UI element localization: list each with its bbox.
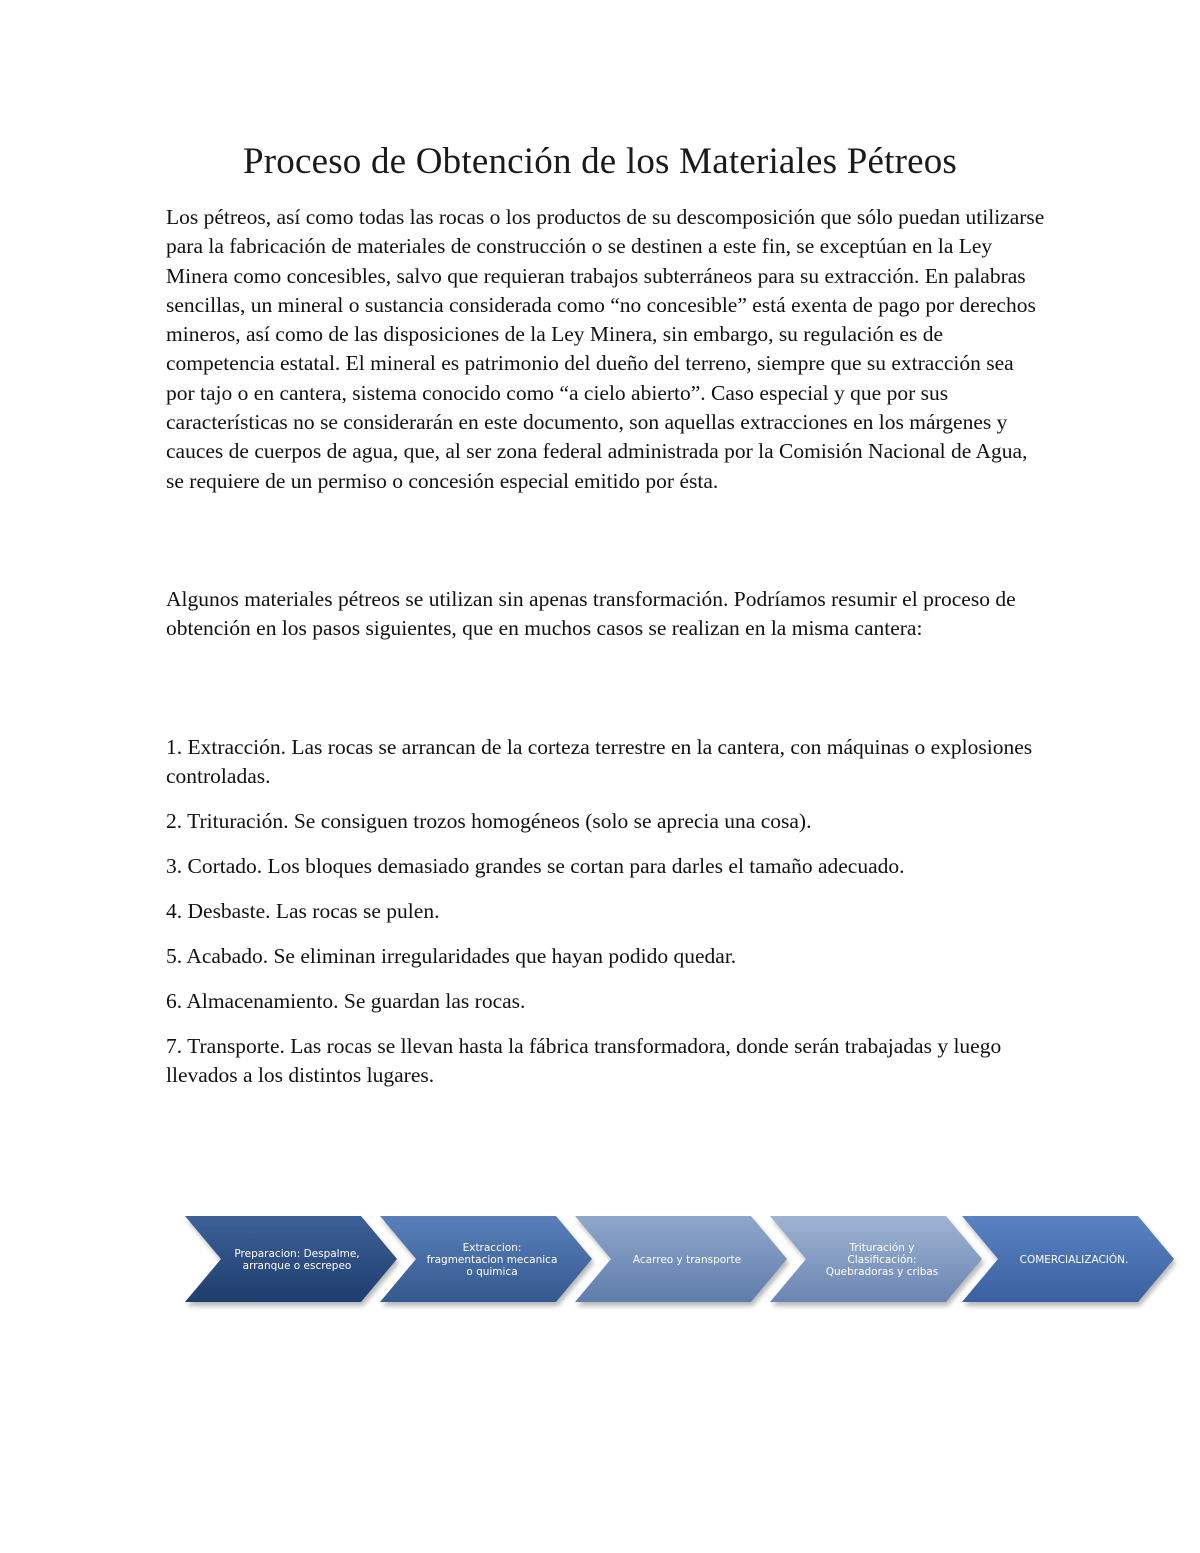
flow-step-label-line: Acarreo y transporte (632, 1254, 742, 1266)
flow-step-label-line: Extraccion: (462, 1242, 522, 1254)
step-item: 5. Acabado. Se eliminan irregularidades que hayan podido quedar. (166, 943, 737, 968)
flow-step-label-line: Trituración y (849, 1242, 915, 1254)
document-title: Proceso de Obtención de los Materiales Pétreos (242, 141, 958, 182)
process-summary-paragraph: Algunos materiales pétreos se utilizan sin apenas transformación. Podríamos resumir el proceso de obtención en los pasos siguientes, que en muchos casos se realizan en la misma cantera: (166, 587, 1016, 641)
flow-step-label-line: Quebradoras y cribas (825, 1266, 939, 1278)
flow-step-label (1020, 1253, 1129, 1266)
flow-step-label-line: COMERCIALIZACIÓN. (1019, 1254, 1129, 1266)
process-flow-svg (180, 1208, 1180, 1318)
step-item: 6. Almacenamiento. Se guardan las rocas. (166, 988, 526, 1013)
step-item: 7. Transporte. Las rocas se llevan hasta la fábrica transformadora, donde serán trabajadas y luego llevados a los distintos lugares. (166, 1033, 1002, 1087)
step-item: 1. Extracción. Las rocas se arrancan de la corteza terrestre en la cantera, con máquinas o explosiones controladas. (166, 735, 1033, 789)
process-steps-list (166, 733, 1046, 1106)
step-item: 4. Desbaste. Las rocas se pulen. (166, 898, 440, 923)
step-item: 3. Cortado. Los bloques demasiado grandes se cortan para darles el tamaño adecuado. (166, 854, 905, 879)
flow-step-label-line: arranque o escrepeo (242, 1260, 352, 1272)
flow-step-label-line: fragmentacion mecanica (426, 1254, 558, 1266)
flow-step-label-line: Clasificación: (847, 1254, 917, 1266)
intro-paragraph: Los pétreos, así como todas las rocas o los productos de su descomposición que sólo puedan utilizarse para la fabricación de materiales de construcción o se destinen a este fin, se exceptúan en la Ley Minera como concesibles, salvo que requieran trabajos subterráneos para su extracción. En palabras sencillas, un mineral o sustancia considerada como “no concesible” está exenta de pago por derechos mineros, así como de las disposiciones de la Ley Minera, sin embargo, su regulación es de competencia estatal. El mineral es patrimonio del dueño del terreno, siempre que su extracción sea por tajo o en cantera, sistema conocido como “a cielo abierto”. Caso especial y que por sus características no se considerarán en este documento, son aquellas extracciones en los márgenes y cauces de cuerpos de agua, que, al ser zona federal administrada por la Comisión Nacional de Agua, se requiere de un permiso o concesión especial emitido por ésta. (166, 205, 1045, 493)
flow-step-label-line: o quimica (466, 1266, 518, 1278)
step-item: 2. Trituración. Se consiguen trozos homogéneos (solo se aprecia una cosa). (166, 809, 812, 834)
flow-step-label (633, 1254, 741, 1266)
flow-step-label (234, 1248, 359, 1272)
flow-step-label-line: Preparacion: Despalme, (234, 1248, 360, 1260)
process-flow-diagram (180, 1208, 1180, 1318)
